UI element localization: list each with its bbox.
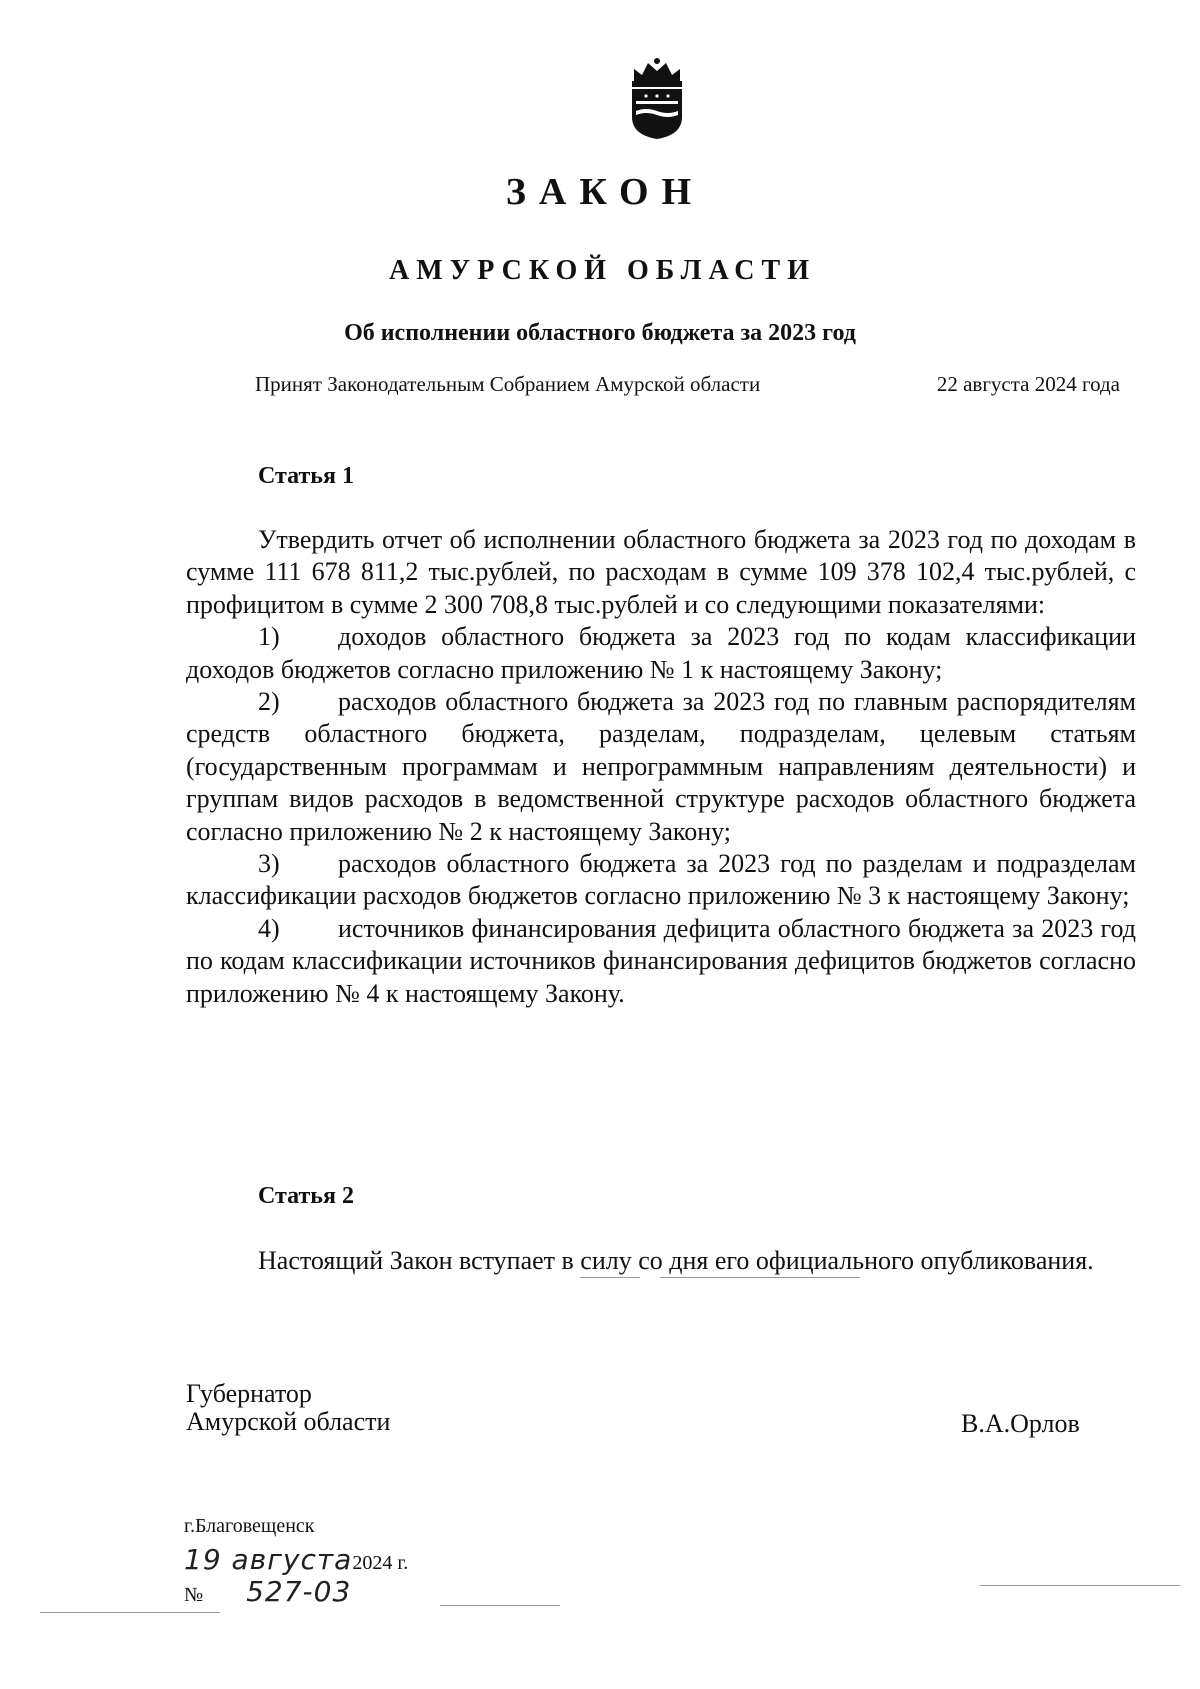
scan-artifact-line (40, 1612, 220, 1613)
signing-city: г.Благовещенск (184, 1515, 315, 1537)
handwritten-date: 19 августа (184, 1543, 353, 1576)
scan-artifact-line (440, 1605, 560, 1606)
number-label: № (184, 1584, 204, 1606)
article-1-intro: Утвердить отчет об исполнении областного бюджета за 2023 год по доходам в сумме 111 678 811,2 тыс.рублей, по расходам в сумме 109 378 102,4 тыс.рублей, с профицитом в сумме 2 300 708,8 тыс.рублей и со следующими показателями: (186, 525, 1136, 619)
scan-artifact-line (580, 1277, 640, 1278)
signatory-title-line1: Губернатор (186, 1379, 312, 1408)
item-text: источников финансирования дефицита областного бюджета за 2023 год по кодам классификации источников финансирования дефицитов бюджетов согласно приложению № 4 к настоящему Закону. (186, 913, 1136, 1008)
scan-artifact-line (980, 1585, 1180, 1586)
list-item (186, 621, 1136, 686)
amur-oblast-coat-of-arms-icon (626, 55, 688, 141)
article-2-body (186, 1245, 1136, 1277)
article-2-text: Настоящий Закон вступает в силу со дня его официального опубликования. (258, 1246, 1094, 1275)
article-1-heading: Статья 1 (258, 463, 354, 489)
law-subject: Об исполнении областного бюджета за 2023 год (344, 320, 856, 346)
item-text: расходов областного бюджета за 2023 год по главным распорядителям средств областного бюджета, разделам, подразделам, целевым статьям (государственным программам и непрограммным направлениям деятельности) и группам видов расходов в ведомственной структуре расходов областного бюджета согласно приложению № 2 к настоящему Закону; (186, 687, 1136, 846)
article-1-body (186, 524, 1136, 1010)
item-number: 1) (258, 622, 280, 652)
item-number: 4) (258, 913, 280, 943)
list-item (186, 848, 1136, 913)
scan-artifact-line (660, 1277, 860, 1278)
law-title: ЗАКОН (505, 171, 705, 213)
adopted-by: Принят Законодательным Собранием Амурской области (255, 372, 761, 396)
signatory-title-line2: Амурской области (186, 1407, 391, 1436)
law-number (184, 1575, 351, 1608)
date-year: 2024 г. (352, 1552, 409, 1574)
handwritten-number: 527-03 (246, 1575, 352, 1608)
list-item (186, 686, 1136, 848)
signatory-name: В.А.Орлов (961, 1409, 1080, 1438)
adopted-date: 22 августа 2024 года (936, 372, 1120, 396)
item-text: доходов областного бюджета за 2023 год по кодам классификации доходов бюджетов согласно приложению № 1 к настоящему Закону; (186, 622, 1136, 684)
signing-date (184, 1543, 408, 1576)
item-text: расходов областного бюджета за 2023 год по разделам и подразделам классификации расходов бюджетов согласно приложению № 3 к настоящему Закону; (186, 849, 1136, 911)
signatory-title (186, 1380, 486, 1436)
article-2-heading: Статья 2 (258, 1183, 354, 1209)
item-number: 3) (258, 849, 280, 879)
list-item (186, 913, 1136, 1010)
region-title: АМУРСКОЙ ОБЛАСТИ (389, 255, 816, 286)
item-number: 2) (258, 687, 280, 717)
